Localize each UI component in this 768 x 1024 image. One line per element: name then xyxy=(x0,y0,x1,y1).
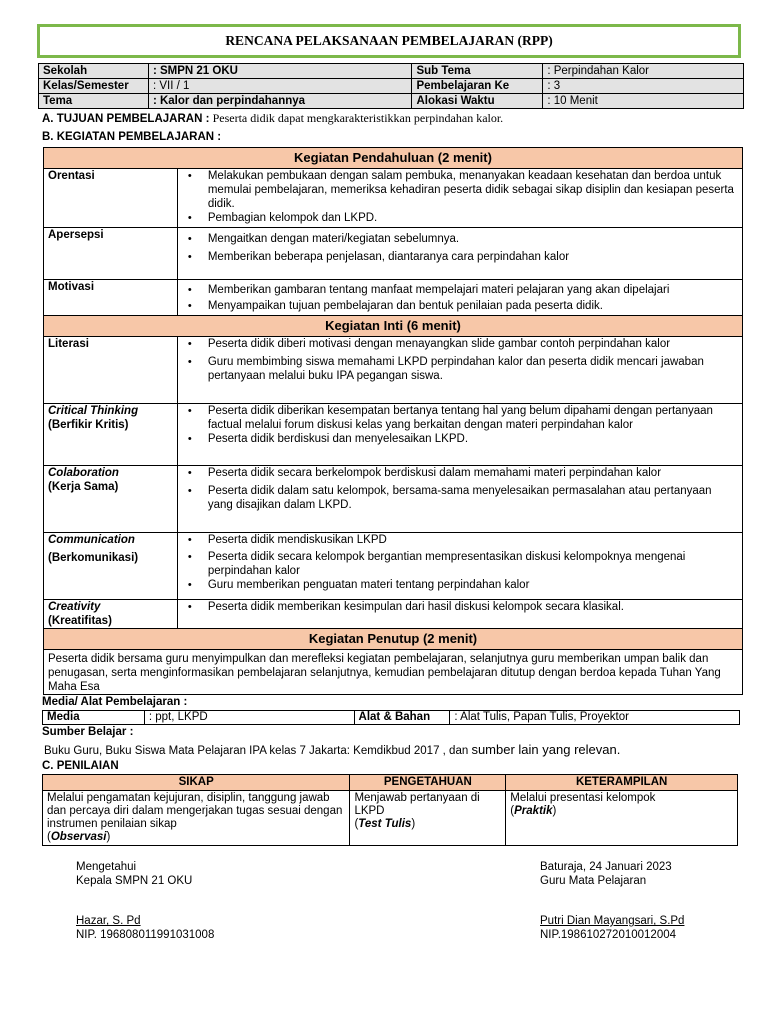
creativity-list xyxy=(182,600,738,614)
communication-label-id: (Berkomunikasi) xyxy=(48,552,139,564)
alokasi-value: : 10 Menit xyxy=(543,94,744,109)
sikap-text: Melalui pengamatan kejujuran, disiplin, tanggung jawab dan percaya diri dalam mengerjakan tugas sesuai dengan instrumen penilaian sikap xyxy=(47,792,343,830)
left-line1: Mengetahui xyxy=(76,861,137,873)
keterampilan-cell: Melalui presentasi kelompok (Praktik) xyxy=(506,791,738,846)
sekolah-label: Sekolah xyxy=(39,64,149,79)
sumber-heading: Sumber Belajar : xyxy=(42,726,134,738)
pengetahuan-text: Menjawab pertanyaan di LKPD xyxy=(354,792,480,817)
orientasi-list xyxy=(182,169,738,225)
communication-label-en: Communication xyxy=(48,534,135,546)
list-item: • Peserta didik mendiskusikan LKPD xyxy=(182,533,738,547)
tema-value: : Kalor dan perpindahannya xyxy=(148,94,412,109)
sumber-line xyxy=(44,742,620,757)
subtema-value: : Perpindahan Kalor xyxy=(543,64,744,79)
penutup-header: Kegiatan Penutup (2 menit) xyxy=(44,629,743,650)
subtema-label: Sub Tema xyxy=(412,64,543,79)
list-item: • Melakukan pembukaan dengan salam pembuka, menanyakan keadaan kesehatan dan berdoa untuk memulai pembelajaran, memeriksa kehadiran peserta didik sebagai sikap disiplin dan kesiapan peserta didik. xyxy=(182,169,738,211)
list-item: • Peserta didik diberi motivasi dengan menayangkan slide gambar contoh perpindahan kalor xyxy=(182,337,738,351)
kelas-label: Kelas/Semester xyxy=(39,79,149,94)
alat-value: : Alat Tulis, Papan Tulis, Proyektor xyxy=(450,711,740,725)
kelas-value: : VII / 1 xyxy=(148,79,412,94)
orientasi-label: Orentasi xyxy=(44,169,178,228)
right-line2: Guru Mata Pelajaran xyxy=(540,875,647,887)
motivasi-list xyxy=(182,283,738,313)
sumber-text-tail: sumber lain yang relevan. xyxy=(471,742,621,757)
list-item: • Menyampaikan tujuan pembelajaran dan bentuk penilaian pada peserta didik. xyxy=(182,299,738,313)
list-item: • Memberikan beberapa penjelasan, diantaranya cara perpindahan kalor xyxy=(182,250,738,264)
penutup-text: Peserta didik bersama guru menyimpulkan dan merefleksi kegiatan pembelajaran, selanjutnya guru memberikan umpan balik dan penugasan, serta menginformasikan pembelajaran selanjutnya, kemudian pembelajaran ditutup dengan berdoa kepada Tuhan Yang Maha Esa xyxy=(44,650,743,695)
list-item: • Peserta didik dalam satu kelompok, bersama-sama menyelesaikan permasalahan atau pertanyaan yang disajikan dalam LKPD. xyxy=(182,484,738,512)
section-b-label: B. KEGIATAN PEMBELAJARAN : xyxy=(42,131,222,143)
list-item: • Guru memberikan penguatan materi tentang perpindahan kalor xyxy=(182,578,738,592)
section-a xyxy=(42,111,503,126)
motivasi-label: Motivasi xyxy=(44,280,178,316)
list-item: • Guru membimbing siswa memahami LKPD perpindahan kalor dan peserta didik mencari jawaban pertanyaan melalui buku IPA pegangan siswa. xyxy=(182,355,738,383)
section-c-label: C. PENILAIAN xyxy=(42,760,119,772)
keterampilan-em: Praktik xyxy=(514,805,553,817)
keterampilan-header: KETERAMPILAN xyxy=(506,775,738,791)
sekolah-value: : SMPN 21 OKU xyxy=(148,64,412,79)
list-item: • Memberikan gambaran tentang manfaat mempelajari materi pelajaran yang akan dipelajari xyxy=(182,283,738,297)
left-name: Hazar, S. Pd xyxy=(76,915,141,927)
list-item: • Mengaitkan dengan materi/kegiatan sebelumnya. xyxy=(182,232,738,246)
signature-right xyxy=(540,860,684,942)
media-value: : ppt, LKPD xyxy=(144,711,354,725)
alokasi-label: Alokasi Waktu xyxy=(412,94,543,109)
communication-list xyxy=(182,533,738,592)
critical-label-en: Critical Thinking xyxy=(48,405,139,417)
sikap-cell: Melalui pengamatan kejujuran, disiplin, tanggung jawab dan percaya diri dalam mengerjakan tugas sesuai dengan instrumen penilaian sikap (Observasi) xyxy=(43,791,350,846)
document-title: RENCANA PELAKSANAAN PEMBELAJARAN (RPP) xyxy=(225,33,553,48)
list-item: • Peserta didik berdiskusi dan menyelesaikan LKPD. xyxy=(182,432,738,446)
media-heading: Media/ Alat Pembelajaran : xyxy=(42,696,188,708)
right-line1: Baturaja, 24 Januari 2023 xyxy=(540,861,672,873)
pengetahuan-em: Test Tulis xyxy=(358,818,412,830)
media-table xyxy=(42,710,740,725)
list-item: • Peserta didik secara kelompok bergantian mempresentasikan diskusi kelompoknya mengenai perpindahan kalor xyxy=(182,550,738,578)
creativity-label-en: Creativity xyxy=(48,601,101,613)
pembelajaran-value: : 3 xyxy=(543,79,744,94)
left-line2: Kepala SMPN 21 OKU xyxy=(76,875,193,887)
critical-label-id: (Berfikir Kritis) xyxy=(48,419,129,431)
pengetahuan-cell: Menjawab pertanyaan di LKPD (Test Tulis) xyxy=(350,791,506,846)
alat-label: Alat & Bahan xyxy=(354,711,450,725)
critical-list xyxy=(182,404,738,446)
kegiatan-table xyxy=(43,147,743,695)
colaboration-list xyxy=(182,466,738,512)
literasi-label: Literasi xyxy=(44,337,178,404)
tema-label: Tema xyxy=(39,94,149,109)
keterampilan-text: Melalui presentasi kelompok xyxy=(510,792,656,804)
list-item: • Peserta didik memberikan kesimpulan dari hasil diskusi kelompok secara klasikal. xyxy=(182,600,738,614)
penilaian-table xyxy=(42,774,738,846)
apersepsi-list xyxy=(182,232,738,264)
info-table xyxy=(38,63,744,109)
sumber-text: Buku Guru, Buku Siswa Mata Pelajaran IPA kelas 7 Jakarta: Kemdikbud 2017 , dan xyxy=(44,745,469,757)
left-nip: NIP. 196808011991031008 xyxy=(76,929,215,941)
pengetahuan-header: PENGETAHUAN xyxy=(350,775,506,791)
right-name: Putri Dian Mayangsari, S.Pd xyxy=(540,915,685,927)
colaboration-label-en: Colaboration xyxy=(48,467,119,479)
sikap-em: Observasi xyxy=(50,831,107,843)
pembelajaran-label: Pembelajaran Ke xyxy=(412,79,543,94)
list-item: • Peserta didik secara berkelompok berdiskusi dalam memahami materi perpindahan kalor xyxy=(182,466,738,480)
apersepsi-label: Apersepsi xyxy=(44,228,178,280)
colaboration-label-id: (Kerja Sama) xyxy=(48,481,119,493)
right-nip: NIP.198610272010012004 xyxy=(540,929,677,941)
document-title-box xyxy=(37,24,741,58)
signature-left xyxy=(76,860,214,942)
list-item: • Peserta didik diberikan kesempatan bertanya tentang hal yang belum dipahami dengan pertanyaan factual melalui forum diskusi kelas yang berkaitan dengan materi perpindahan kalor xyxy=(182,404,738,432)
sikap-header: SIKAP xyxy=(43,775,350,791)
inti-header: Kegiatan Inti (6 menit) xyxy=(44,316,743,337)
pendahuluan-header: Kegiatan Pendahuluan (2 menit) xyxy=(44,148,743,169)
section-a-text: Peserta didik dapat mengkarakteristikkan perpindahan kalor. xyxy=(212,111,504,125)
literasi-list xyxy=(182,337,738,383)
section-a-label: A. TUJUAN PEMBELAJARAN : xyxy=(42,113,210,125)
creativity-label-id: (Kreatifitas) xyxy=(48,615,112,627)
media-label: Media xyxy=(43,711,145,725)
list-item: • Pembagian kelompok dan LKPD. xyxy=(182,211,738,225)
